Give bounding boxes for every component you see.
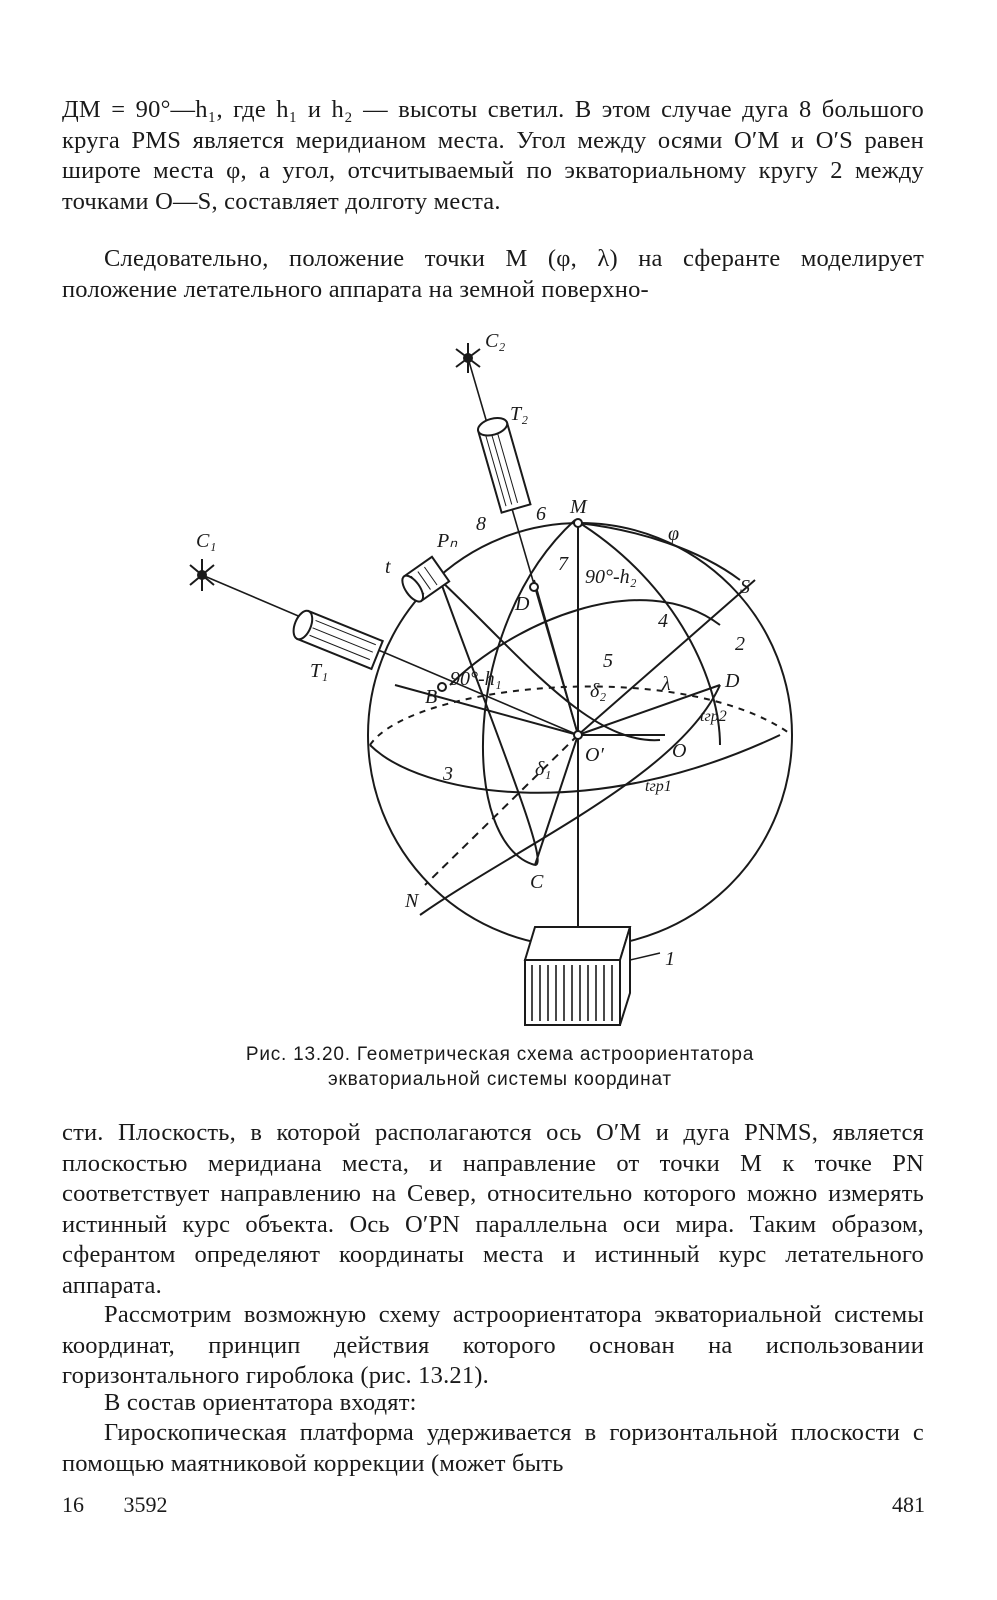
- page-number: 481: [892, 1492, 925, 1517]
- label-t2: T₂: [510, 403, 529, 425]
- figure-caption: [140, 1042, 860, 1092]
- label-n: N: [405, 890, 419, 912]
- footer-left: [62, 1492, 202, 1518]
- telescope-t2: [476, 415, 530, 513]
- paragraph-2: Следовательно, положение точки M (φ, λ) на сферанте моделирует положение летательного аппарата на земной поверхно-: [62, 245, 924, 303]
- label-n5: 5: [603, 650, 613, 672]
- label-n3: 3: [443, 763, 453, 785]
- star-c2-icon: [456, 343, 480, 373]
- label-d-right: D: [725, 670, 740, 692]
- star-c1-icon: [190, 559, 214, 591]
- label-delta1: δ₁: [535, 758, 552, 780]
- label-c2: C₂: [485, 330, 506, 352]
- label-m: M: [570, 496, 587, 518]
- footer-order-number: 3592: [123, 1492, 168, 1517]
- label-d-left: D: [515, 593, 530, 615]
- label-n8: 8: [476, 513, 486, 535]
- label-n6: 6: [536, 503, 546, 525]
- label-n1: 1: [665, 948, 675, 970]
- label-lambda: λ: [662, 673, 671, 695]
- label-s: S: [740, 576, 750, 598]
- paragraph-5: В состав ориентатора входят:: [104, 1389, 417, 1416]
- label-90-h1: 90°-h₁: [450, 668, 502, 690]
- paragraph-6: Гироскопическая платформа удерживается в горизонтальной плоскости с помощью маятниковой коррекции (может быть: [62, 1419, 924, 1477]
- figure-astroorientator-diagram: [160, 325, 840, 1035]
- label-tgr2: tгр2: [700, 708, 727, 725]
- label-90-h2: 90°-h₂: [585, 566, 637, 588]
- label-delta2: δ₂: [590, 680, 607, 702]
- telescope-t1: [290, 608, 383, 669]
- label-o-prime: O′: [585, 744, 604, 766]
- footer-signature-number: 16: [62, 1492, 84, 1517]
- label-o: O: [672, 740, 687, 762]
- base-block: [525, 927, 660, 1025]
- label-phi: φ: [668, 523, 680, 545]
- label-t1: T₁: [310, 660, 329, 682]
- paragraph-4: Рассмотрим возможную схему астроориентатора экваториальной системы координат, принцип действия которого основан на использовании горизонтального гироблока (рис. 13.21).: [62, 1301, 924, 1389]
- label-pn: Pₙ: [437, 530, 458, 552]
- label-c: C: [530, 871, 544, 893]
- label-tgr1: tгр1: [645, 778, 672, 795]
- label-c1: C₁: [196, 530, 217, 552]
- paragraph-3: сти. Плоскость, в которой располагаются ось O′M и дуга PNMS, является плоскостью меридиана места, и направление от точки M к точке PN соответствует направлению на Север, относительно которого можно измерять истинный курс объекта. Ось O′PN параллельна оси мира. Таким образом, сферантом определяют координаты места и истинный курс летательного аппарата.: [62, 1119, 924, 1299]
- label-t: t: [385, 556, 391, 578]
- paragraph-1: ДМ = 90°—h₁, где h₁ и h₂ — высоты светил. В этом случае дуга 8 большого круга PMS является меридианом места. Угол между осями O′M и O′S равен широте места φ, а угол, отсчитываемый по экваториальному кругу 2 между точками O—S, составляет долготу места.: [62, 96, 924, 215]
- label-b: B: [425, 686, 438, 708]
- diagram-svg: [160, 325, 840, 1035]
- telescope-t: [398, 557, 449, 605]
- caption-line-2: экваториальной системы координат: [328, 1069, 672, 1090]
- caption-line-1: Рис. 13.20. Геометрическая схема астроориентатора: [245, 1044, 755, 1065]
- label-n4: 4: [658, 610, 668, 632]
- label-n7: 7: [558, 553, 568, 575]
- label-n2: 2: [735, 633, 745, 655]
